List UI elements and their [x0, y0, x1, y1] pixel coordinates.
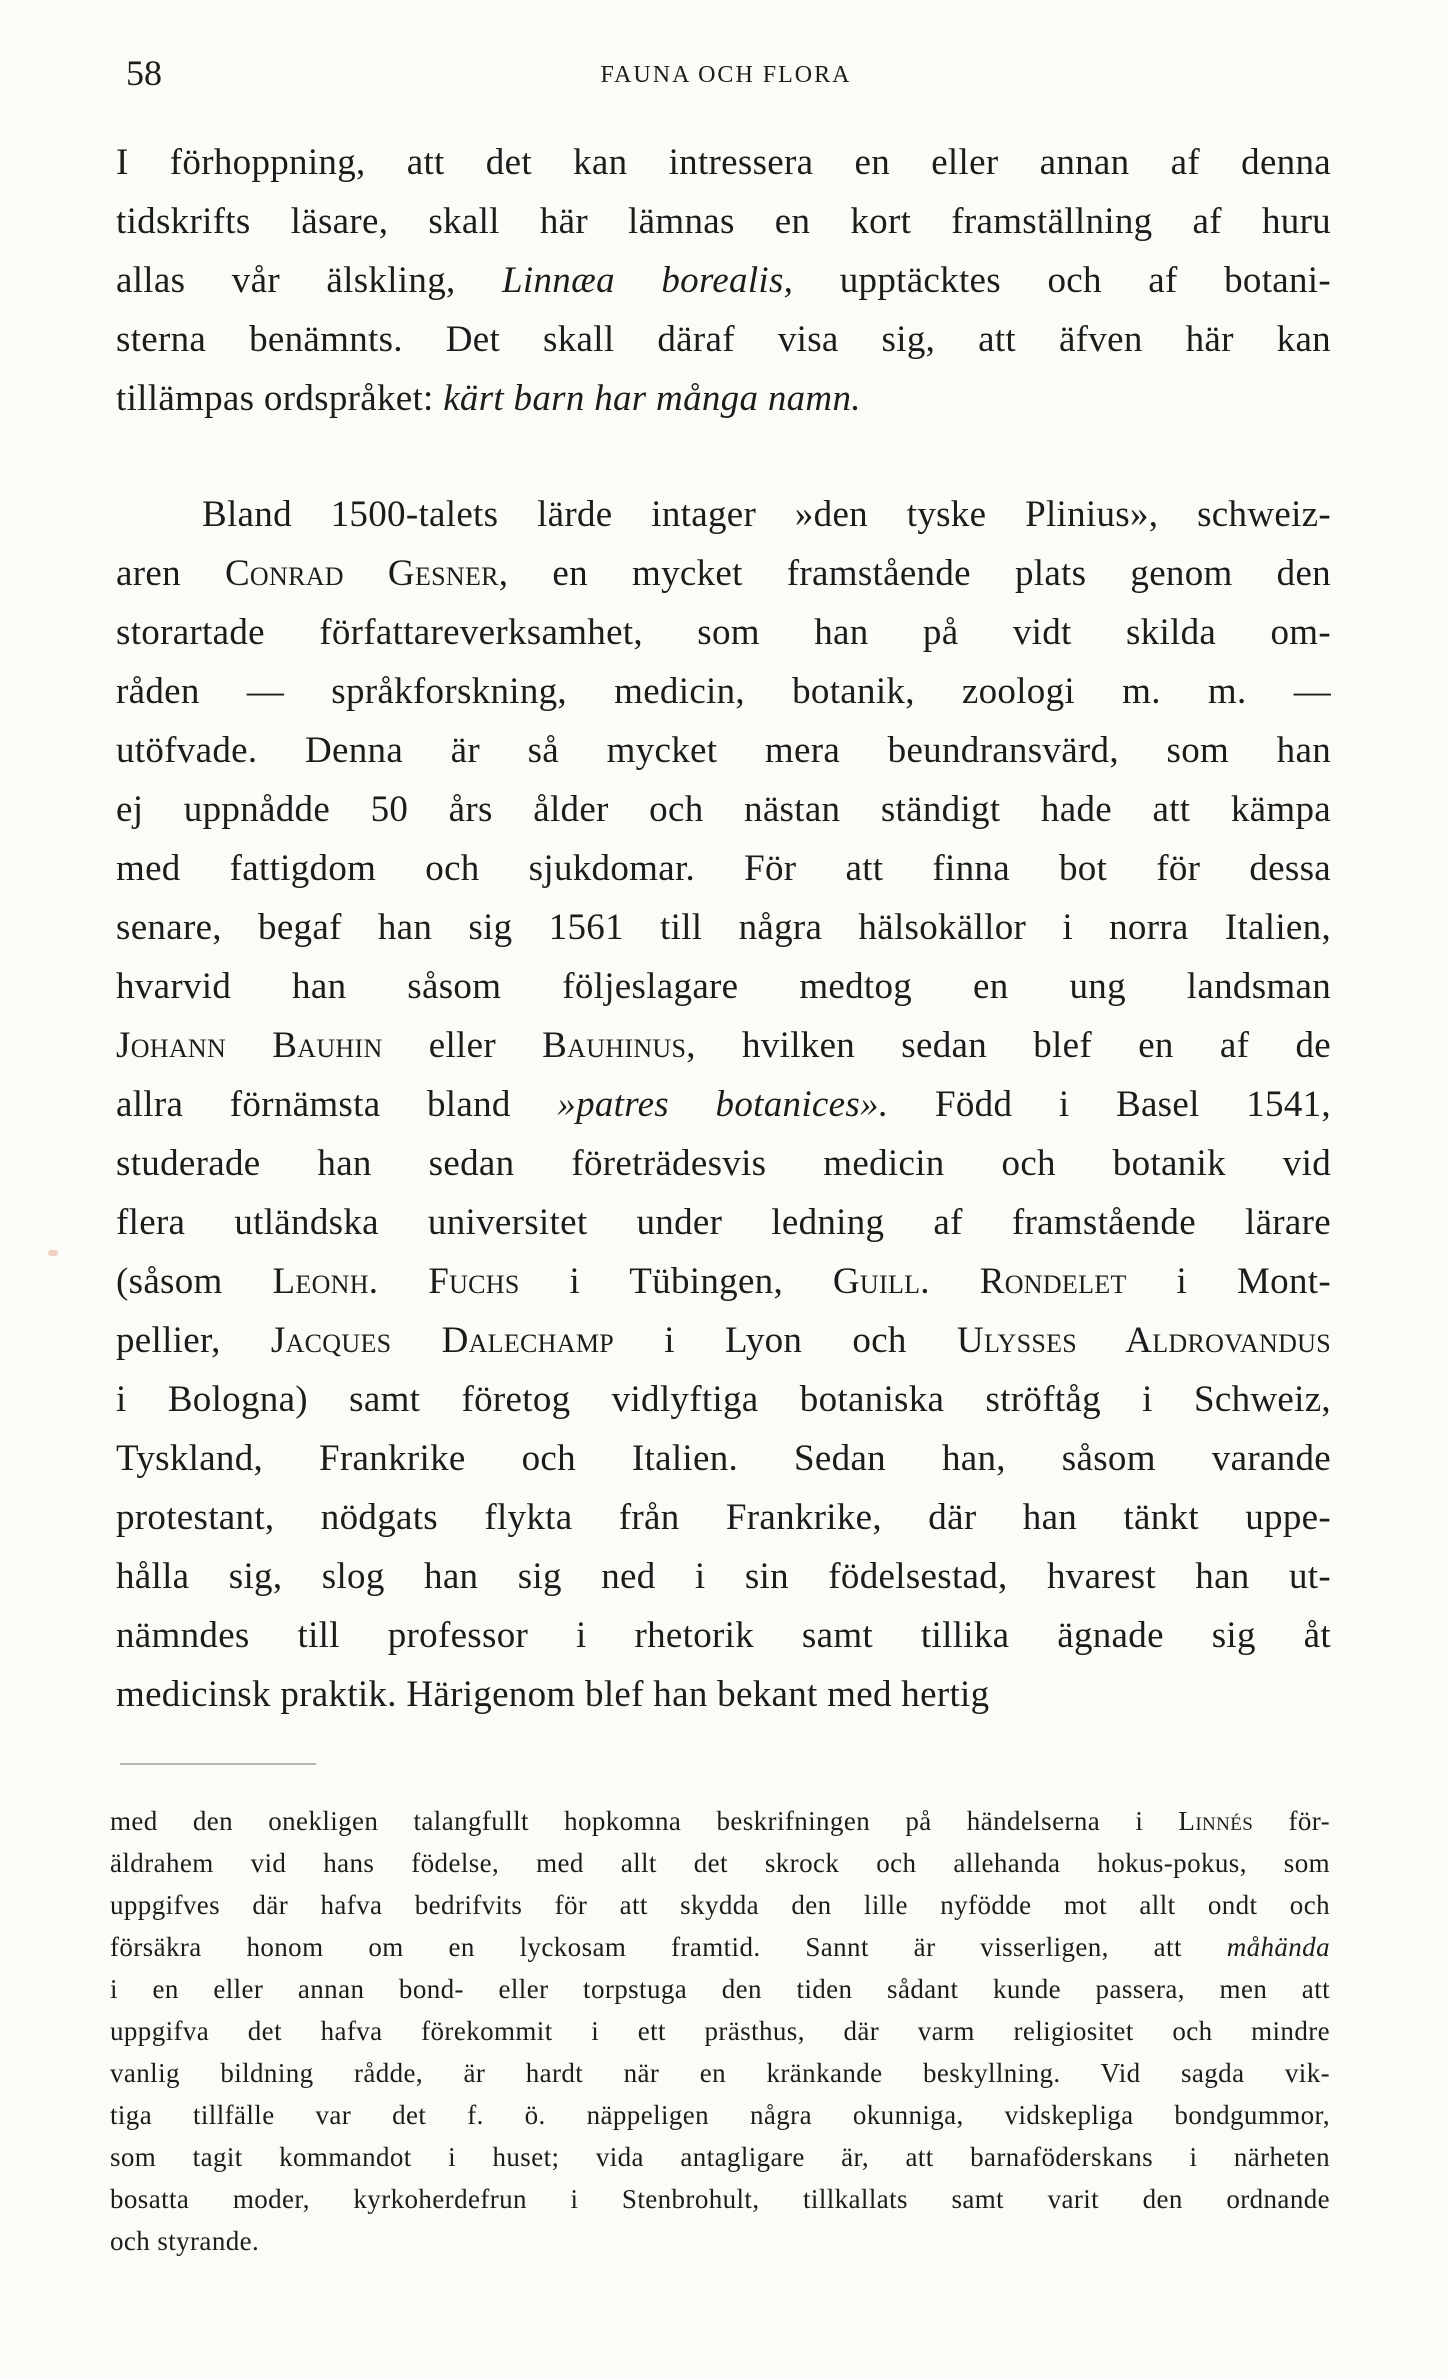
- text-run: äldrahem vid hans födelse, med allt det skrock och allehanda hokus-pokus, som: [110, 1848, 1330, 1878]
- text-line: [116, 251, 1331, 310]
- text-run: storartade författareverksamhet, som han på vidt skilda om-: [116, 612, 1331, 653]
- text-run: , hvilken sedan blef en af de: [686, 1025, 1331, 1066]
- text-run: uppgifva det hafva förekommit i ett prästhus, där varm religiositet och mindre: [110, 2016, 1330, 2046]
- text-run: råden — språkforskning, medicin, botanik, zoologi m. m. —: [116, 671, 1331, 712]
- text-run: nämndes till professor i rhetorik samt tillika ägnade sig åt: [116, 1615, 1331, 1656]
- text-run: upptäcktes och af botani-: [793, 260, 1331, 301]
- text-line: [116, 1429, 1331, 1488]
- text-line: [110, 2178, 1330, 2220]
- text-run: med fattigdom och sjukdomar. För att finna bot för dessa: [116, 848, 1331, 889]
- text-line: [116, 544, 1331, 603]
- text-line: [116, 662, 1331, 721]
- italic-text: kärt barn har många namn.: [443, 378, 861, 419]
- text-line: [116, 721, 1331, 780]
- text-run: medicinsk praktik. Härigenom blef han bekant med hertig: [116, 1674, 990, 1715]
- italic-text: Linnæa borealis,: [502, 260, 794, 301]
- text-run: i Tübingen,: [519, 1261, 833, 1302]
- text-run: tillämpas ordspråket:: [116, 378, 444, 419]
- text-run: i en eller annan bond- eller torpstuga den tiden sådant kunde passera, men att: [110, 1974, 1330, 2004]
- text-run: pellier,: [116, 1320, 271, 1361]
- text-run: utöfvade. Denna är så mycket mera beundransvärd, som han: [116, 730, 1331, 771]
- italic-text: »patres botanices».: [557, 1084, 889, 1125]
- text-run: och styrande.: [110, 2226, 260, 2256]
- text-line: [116, 839, 1331, 898]
- text-line: [116, 485, 1331, 544]
- page-number: 58: [126, 53, 162, 93]
- text-line: [116, 310, 1331, 369]
- text-run: I förhoppning, att det kan intressera en eller annan af denna: [116, 142, 1331, 183]
- text-line: [116, 1016, 1331, 1075]
- text-run: tidskrifts läsare, skall här lämnas en kort framställning af huru: [116, 201, 1331, 242]
- text-line: [116, 1370, 1331, 1429]
- text-run: i Mont-: [1126, 1261, 1331, 1302]
- text-run: allra förnämsta bland: [116, 1084, 558, 1125]
- text-run: i Lyon och: [614, 1320, 957, 1361]
- text-line: [116, 1193, 1331, 1252]
- text-line: [110, 1800, 1330, 1842]
- small-caps-name: Bauhinus: [542, 1025, 687, 1066]
- text-run: uppgifves där hafva bedrifvits för att skydda den lille nyfödde mot allt ondt och: [110, 1890, 1330, 1920]
- text-run: Bland 1500-talets lärde intager »den tyske Plinius», schweiz-: [202, 494, 1331, 535]
- text-run: i Bologna) samt företog vidlyftiga botaniska ströftåg i Schweiz,: [116, 1379, 1331, 1420]
- text-line: [116, 1134, 1331, 1193]
- text-line: [116, 369, 1331, 428]
- text-run: hvarvid han såsom följeslagare medtog en ung landsman: [116, 966, 1331, 1007]
- footnote-rule: [120, 1763, 316, 1765]
- text-line: [110, 2136, 1330, 2178]
- text-line: [110, 2010, 1330, 2052]
- margin-mark: [48, 1250, 58, 1256]
- text-run: vanlig bildning rådde, är hardt när en kränkande beskyllning. Vid sagda vik-: [110, 2058, 1330, 2088]
- text-line: [116, 133, 1331, 192]
- footnote: [110, 1800, 1330, 2262]
- text-line: [116, 898, 1331, 957]
- text-run: senare, begaf han sig 1561 till några hälsokällor i norra Italien,: [116, 907, 1331, 948]
- text-run: Född i Basel 1541,: [888, 1084, 1331, 1125]
- text-line: [116, 603, 1331, 662]
- text-run: Tyskland, Frankrike och Italien. Sedan han, såsom varande: [116, 1438, 1331, 1479]
- text-run: tiga tillfälle var det f. ö. näppeligen några okunniga, vidskepliga bondgummor,: [110, 2100, 1330, 2130]
- text-line: [110, 1968, 1330, 2010]
- text-run: med den onekligen talangfullt hopkomna beskrifningen på händelserna i: [110, 1806, 1179, 1836]
- text-line: [110, 2052, 1330, 2094]
- text-run: allas vår älskling,: [116, 260, 503, 301]
- text-run: som tagit kommandot i huset; vida antagligare är, att barnaföderskans i närheten: [110, 2142, 1330, 2172]
- text-run: eller: [382, 1025, 543, 1066]
- small-caps-name: Ulysses Aldrovandus: [956, 1320, 1331, 1361]
- small-caps-name: Conrad Gesner: [224, 553, 499, 594]
- text-run: bosatta moder, kyrkoherdefrun i Stenbrohult, tillkallats samt varit den ordnande: [110, 2184, 1330, 2214]
- text-run: , en mycket framstående plats genom den: [498, 553, 1331, 594]
- text-run: (såsom: [116, 1261, 273, 1302]
- text-line: [116, 780, 1331, 839]
- text-run: studerade han sedan företrädesvis medicin och botanik vid: [116, 1143, 1331, 1184]
- small-caps-name: Jacques Dalechamp: [270, 1320, 615, 1361]
- paragraph-2: [116, 485, 1331, 1724]
- paragraph-1: [116, 133, 1331, 428]
- text-line: [116, 1606, 1331, 1665]
- small-caps-name: Johann Bauhin: [116, 1025, 383, 1066]
- running-head: FAUNA OCH FLORA: [600, 62, 852, 88]
- text-line: [116, 957, 1331, 1016]
- text-run: hålla sig, slog han sig ned i sin födelsestad, hvarest han ut-: [116, 1556, 1331, 1597]
- text-run: sterna benämnts. Det skall däraf visa sig, att äfven här kan: [116, 319, 1331, 360]
- text-run: försäkra honom om en lyckosam framtid. Sannt är visserligen, att: [110, 1932, 1227, 1962]
- text-line: [116, 1665, 1331, 1724]
- text-line: [116, 1252, 1331, 1311]
- text-line: [116, 1547, 1331, 1606]
- text-line: [110, 2094, 1330, 2136]
- text-line: [116, 1488, 1331, 1547]
- text-run: flera utländska universitet under ledning af framstående lärare: [116, 1202, 1331, 1243]
- text-run: för-: [1253, 1806, 1330, 1836]
- text-run: protestant, nödgats flykta från Frankrike, där han tänkt uppe-: [116, 1497, 1331, 1538]
- text-line: [110, 1884, 1330, 1926]
- small-caps-name: Leonh. Fuchs: [272, 1261, 520, 1302]
- text-line: [116, 192, 1331, 251]
- small-caps-name: Linnés: [1178, 1806, 1254, 1836]
- small-caps-name: Guill. Rondelet: [832, 1261, 1127, 1302]
- page-header: [116, 52, 1336, 102]
- text-line: [116, 1311, 1331, 1370]
- text-line: [116, 1075, 1331, 1134]
- text-line: [110, 2220, 1330, 2262]
- text-line: [110, 1926, 1330, 1968]
- text-line: [110, 1842, 1330, 1884]
- text-run: ej uppnådde 50 års ålder och nästan ständigt hade att kämpa: [116, 789, 1331, 830]
- italic-text: måhända: [1226, 1932, 1330, 1962]
- text-run: aren: [116, 553, 225, 594]
